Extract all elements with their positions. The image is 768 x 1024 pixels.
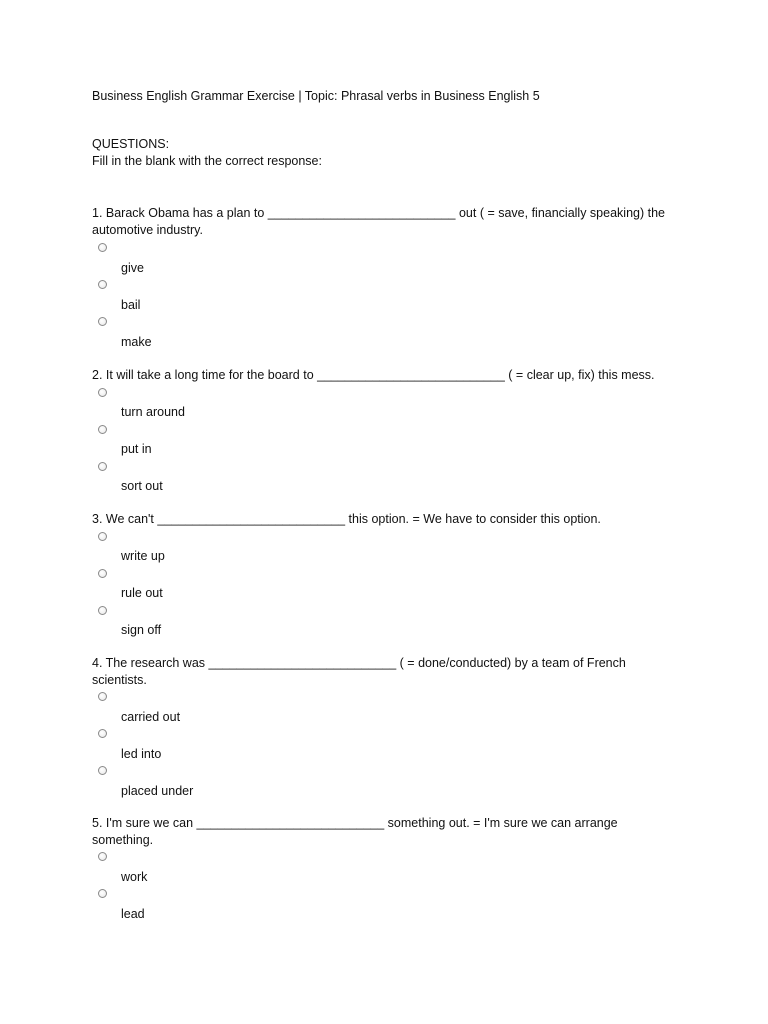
question-3-text: 3. We can't ___________________________ this option. = We have to consider this option. [92,512,601,526]
question-1-option-3-radio[interactable] [98,317,107,326]
question-2-option-1-radio[interactable] [98,388,107,397]
document-title: Business English Grammar Exercise | Topic: Phrasal verbs in Business English 5 [92,89,540,103]
questions-heading: QUESTIONS: [92,137,170,151]
question-4-option-2-label: led into [121,747,162,761]
question-5-option-2-radio[interactable] [98,889,107,898]
question-3-option-1-radio[interactable] [98,532,107,541]
question-1-option-1-label: give [121,261,144,275]
question-5-option-1-label: work [121,870,148,884]
question-2-option-3-label: sort out [121,479,163,493]
question-1-option-1-radio[interactable] [98,243,107,252]
instruction-text: Fill in the blank with the correct response: [92,154,322,168]
question-3-option-1-label: write up [121,549,165,563]
question-3-option-3-label: sign off [121,623,162,637]
question-4-option-1-label: carried out [121,710,181,724]
question-4-option-3-radio[interactable] [98,766,107,775]
question-1-option-3-label: make [121,335,152,349]
question-1-text: 1. Barack Obama has a plan to ___________________________ out ( = save, financially speaking) the automotive industry. [92,206,665,237]
question-2-option-2-label: put in [121,442,152,456]
question-5-option-1-radio[interactable] [98,852,107,861]
question-5-option-2-label: lead [121,907,145,921]
question-4-option-3-label: placed under [121,784,194,798]
question-4-option-2-radio[interactable] [98,729,107,738]
question-2-option-3-radio[interactable] [98,462,107,471]
question-3-option-2-label: rule out [121,586,163,600]
question-3-option-3-radio[interactable] [98,606,107,615]
question-4-option-1-radio[interactable] [98,692,107,701]
question-3-option-2-radio[interactable] [98,569,107,578]
question-2-option-1-label: turn around [121,405,185,419]
question-2-text: 2. It will take a long time for the board to ___________________________ ( = clear up, fix) this mess. [92,368,655,382]
question-1-option-2-label: bail [121,298,141,312]
question-4-text: 4. The research was ___________________________ ( = done/conducted) by a team of French scientists. [92,656,626,687]
question-2-option-2-radio[interactable] [98,425,107,434]
question-5-text: 5. I'm sure we can ___________________________ something out. = I'm sure we can arrange something. [92,816,618,847]
question-1-option-2-radio[interactable] [98,280,107,289]
